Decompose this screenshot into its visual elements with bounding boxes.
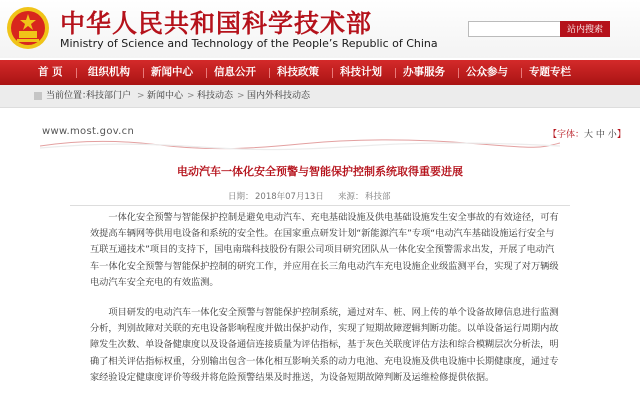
nav-participation[interactable]: 公众参与	[466, 66, 508, 78]
article-title: 电动汽车一体化安全预警与智能保护控制系统取得重要进展	[177, 165, 463, 178]
article-paragraph-2: 项目研发的电动汽车一体化安全预警与智能保护控制系统，通过对车、桩、网上传的单个设备故障信息进行监测分析，判别故障对关联的充电设备影响程度并做出保护动作，实现了短期故障逻辑判断功能。以单设备运行周期内故障发生次数、单设备健康度以及设备通信连接质量为评估指标，基于灰色关联度评估方法和综合模糊层次分析法，明确了相关评估指标权重，分别输出包含一体化相互影响关系的动力电池、充电设施及供电设施中长期健康度，通过专家经验设定健康度评价等级并将危险预警结果及时推送，为设备短期故障判断及运维检修提供依据。	[90, 307, 559, 383]
font-size-medium[interactable]: 中	[595, 130, 605, 140]
source-label: 来源：	[338, 192, 364, 202]
nav-separator	[332, 68, 333, 78]
nav-policy[interactable]: 科技政策	[277, 66, 319, 78]
article-source: 科技部	[365, 192, 391, 202]
site-title-cn[interactable]: 中华人民共和国科学技术部	[60, 9, 373, 38]
font-size-label: 【字体：	[548, 130, 585, 140]
breadcrumb-news[interactable]: 新闻中心	[147, 91, 184, 101]
breadcrumb	[0, 85, 640, 108]
national-emblem-icon	[6, 6, 50, 50]
nav-services[interactable]: 办事服务	[403, 66, 445, 78]
breadcrumb-arrow-icon: >	[187, 91, 195, 101]
location-icon	[34, 92, 42, 100]
site-header	[0, 0, 640, 58]
article-date: 2018年07月13日	[255, 192, 324, 202]
nav-separator	[206, 68, 207, 78]
font-size-close: 】	[616, 130, 626, 140]
nav-separator	[395, 68, 396, 78]
decorative-wave	[40, 137, 560, 151]
font-size-small[interactable]: 小	[607, 130, 617, 140]
nav-organization[interactable]: 组织机构	[88, 66, 130, 78]
nav-separator	[458, 68, 459, 78]
article-paragraph-1: 一体化安全预警与智能保护控制是避免电动汽车、充电基础设施及供电基础设施发生安全事故的有效途径，可有效提高车辆网等供用电设备和系统的安全性。在国家重点研发计划“新能源汽车”专项“电动汽车基础设施运行安全与互联互通技术”项目的支持下，国电南瑞科技股份有限公司项目研究团队从一体化安全预警需求出发，开展了电动汽车一体化安全预警与智能保护控制的研究工作，并应用在长三角电动汽车充电设施企业级监测平台，实现了对万辆级电动汽车安全充电的有效监测。	[90, 212, 559, 288]
nav-separator	[521, 68, 522, 78]
nav-programs[interactable]: 科技计划	[340, 66, 382, 78]
site-search-button[interactable]: 站内搜索	[560, 21, 610, 37]
font-size-large[interactable]: 大	[584, 130, 594, 140]
divider	[70, 205, 570, 206]
date-label: 日期：	[228, 192, 254, 202]
breadcrumb-sci-dynamics[interactable]: 科技动态	[197, 91, 234, 101]
site-title-en: Ministry of Science and Technology of the People’s Republic of China	[60, 37, 438, 50]
breadcrumb-arrow-icon: >	[137, 91, 145, 101]
nav-separator	[76, 68, 77, 78]
nav-separator	[269, 68, 270, 78]
nav-home[interactable]: 首 页	[38, 66, 63, 78]
breadcrumb-label: 当前位置：	[46, 91, 92, 101]
nav-disclosure[interactable]: 信息公开	[214, 66, 256, 78]
breadcrumb-portal[interactable]: 科技部门户	[86, 91, 132, 101]
nav-topics[interactable]: 专题专栏	[529, 66, 571, 78]
breadcrumb-global-dynamics[interactable]: 国内外科技动态	[247, 91, 311, 101]
site-url: www.most.gov.cn	[42, 126, 135, 137]
main-nav	[0, 60, 640, 85]
search-input[interactable]	[468, 21, 562, 37]
nav-separator	[143, 68, 144, 78]
nav-news[interactable]: 新闻中心	[151, 66, 193, 78]
breadcrumb-arrow-icon: >	[237, 91, 245, 101]
font-size-switcher	[548, 127, 626, 140]
